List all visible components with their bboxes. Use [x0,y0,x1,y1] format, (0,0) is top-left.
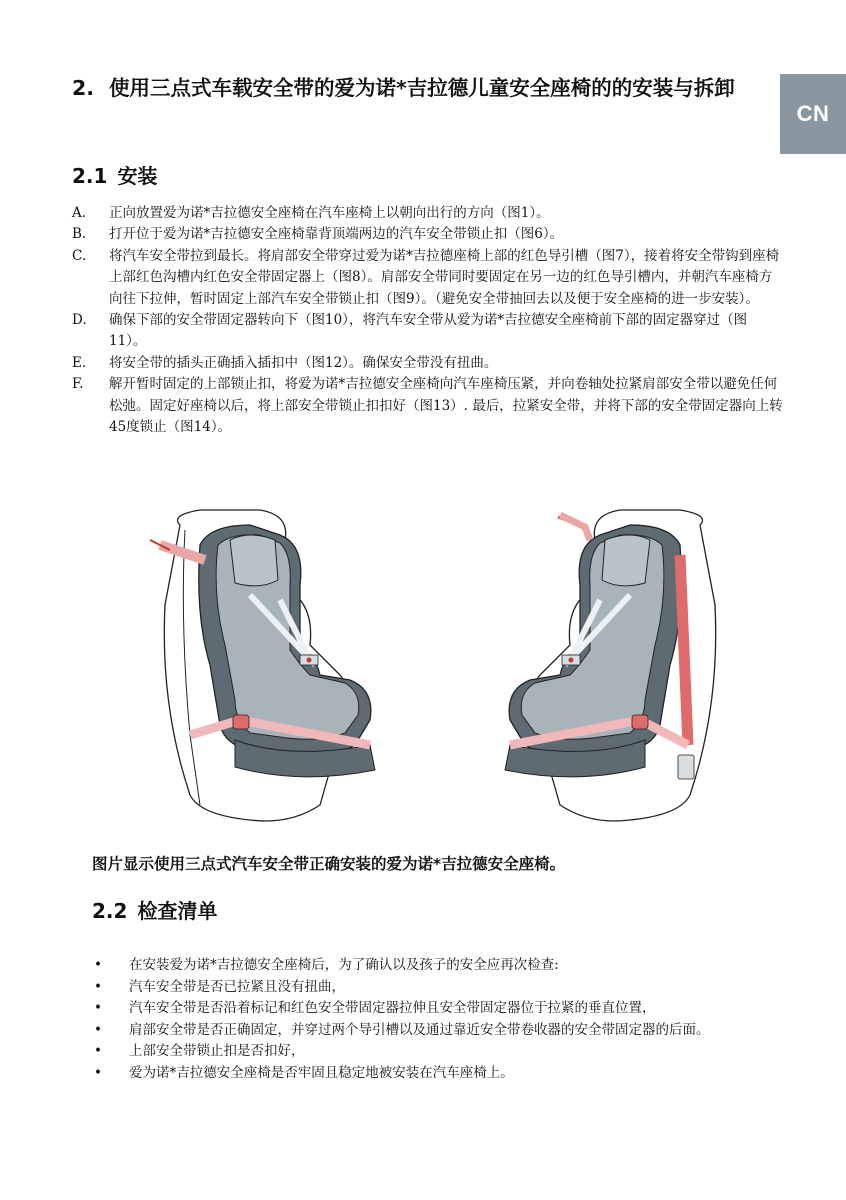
step-d [72,310,784,353]
step-letter: D. [72,312,87,329]
section-number: 2. [72,76,95,100]
checklist-item [92,1063,792,1085]
left-car-seat-drawing [150,510,375,821]
checklist-item-text: 在安装爱为诺*吉拉德安全座椅后，为了确认以及孩子的安全应再次检查: [129,957,559,973]
step-letter: F. [72,376,84,393]
step-c [72,246,784,310]
checklist-item-text: 汽车安全带是否沿着标记和红色安全带固定器拉伸且安全带固定器位于拉紧的垂直位置， [129,1000,656,1017]
bullet: • [94,1043,102,1060]
step-letter: E. [72,354,87,371]
checklist-item [92,998,792,1020]
checklist-item [92,1041,792,1063]
right-car-seat-drawing [505,510,716,821]
step-text: 将汽车安全带拉到最长。将肩部安全带穿过爱为诺*吉拉德座椅上部的红色导引槽（图7），接着将安全带钩到座椅上部红色沟槽内红色安全带固定器上（图8）。肩部安全带同时要固定在另一边的红色导引槽内，并朝汽车座椅方向往下拉伸，暂时固定上部汽车安全带锁止扣（图9）。（避免安全带抽回去以及便于安全座椅的进一步安装）。 [109,247,780,307]
bullet: • [94,1021,102,1038]
checklist-item-text: 爱为诺*吉拉德安全座椅是否牢固且稳定地被安装在汽车座椅上。 [129,1064,514,1081]
checklist-item-text: 上部安全带锁止扣是否扣好， [129,1043,305,1060]
step-f [72,374,784,438]
subsection-install-title: 安装 [117,164,158,188]
step-letter: B. [72,226,87,243]
subsection-install-number: 2.1 [72,164,108,188]
step-a [72,203,784,224]
checklist-item-text: 肩部安全带是否正确固定，并穿过两个导引槽以及通过靠近安全带卷收器的安全带固定器的后面。 [129,1021,710,1038]
step-letter: C. [72,247,87,264]
language-tab-cn: CN [780,74,846,154]
bullet: • [94,978,102,995]
subsection-check-title: 检查清单 [137,899,218,923]
step-text: 正向放置爱为诺*吉拉德安全座椅在汽车座椅上以朝向出行的方向（图1）。 [109,205,550,221]
step-e [72,353,784,374]
checklist-item [92,955,792,977]
step-b [72,224,784,245]
checklist-item [92,977,792,999]
step-text: 解开暂时固定的上部锁止扣，将爱为诺*吉拉德安全座椅向汽车座椅压紧，并向卷轴处拉紧肩部安全带以避免任何松弛。固定好座椅以后，将上部安全带锁止扣扣好（图13）. 最后，拉紧安全带，并将下部的安全带固定器向上转45度锁止（图14）。 [109,376,783,436]
figure-caption: 图片显示使用三点式汽车安全带正确安装的爱为诺*吉拉德安全座椅。 [92,855,566,873]
step-text: 将安全带的插头正确插入插扣中（图12）。确保安全带没有扭曲。 [109,354,498,371]
section-heading [72,74,762,103]
checklist-item [92,1020,792,1042]
step-text: 打开位于爱为诺*吉拉德安全座椅靠背顶端两边的汽车安全带锁止扣（图6）。 [109,226,564,243]
step-text: 确保下部的安全带固定器转向下（图10），将汽车安全带从爱为诺*吉拉德安全座椅前下部的固定器穿过（图11）。 [109,312,748,350]
section-title: 使用三点式车载安全带的爱为诺*吉拉德儿童安全座椅的的安装与拆卸 [109,76,735,100]
subsection-check-number: 2.2 [92,899,128,923]
bullet: • [94,1064,102,1081]
install-steps-list [72,203,784,438]
checklist [92,955,792,1085]
step-letter: A. [72,205,87,221]
bullet: • [94,1000,102,1017]
subsection-install-heading [72,160,157,189]
subsection-check-heading [92,895,217,924]
car-seat-installation-illustration [140,505,740,835]
checklist-item-text: 汽车安全带是否已拉紧且没有扭曲， [129,978,345,995]
bullet: • [94,957,102,973]
